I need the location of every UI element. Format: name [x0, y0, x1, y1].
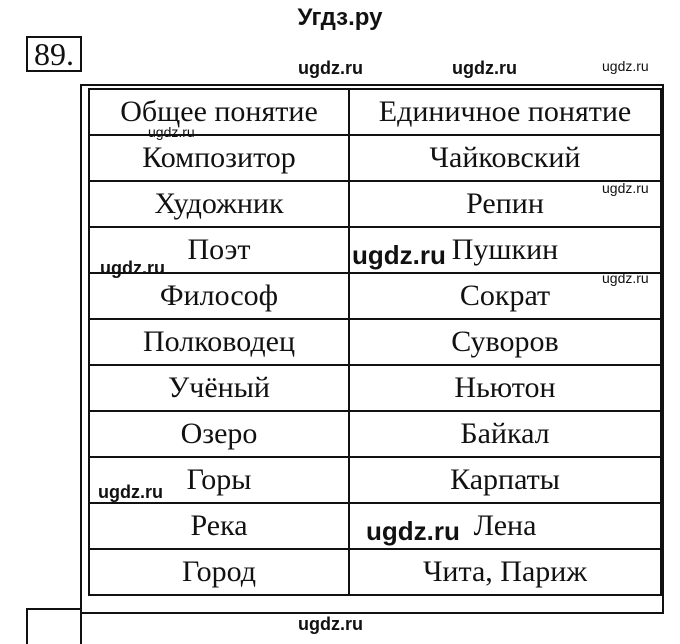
table-row [89, 457, 661, 503]
table-row [89, 135, 661, 181]
single-concept-cell: Чита, Париж [349, 549, 661, 595]
general-concept-cell: Озеро [89, 411, 349, 457]
general-concept-cell: Река [89, 503, 349, 549]
watermark: ugdz.ru [352, 240, 446, 270]
general-concept-cell: Город [89, 549, 349, 595]
single-concept-cell: Чайковский [349, 135, 661, 181]
single-concept-cell: Репин [349, 181, 661, 227]
general-concept-cell: Философ [89, 273, 349, 319]
watermark: ugdz.ru [602, 270, 649, 286]
watermark: ugdz.ru [148, 124, 195, 140]
watermark: ugdz.ru [298, 58, 363, 78]
general-concept-cell: Поэт [89, 227, 349, 273]
header-general-concept: Общее понятие [89, 89, 349, 135]
watermark: ugdz.ru [366, 516, 460, 546]
next-task-box [26, 608, 82, 644]
table-row [89, 181, 661, 227]
general-concept-cell: Полководец [89, 319, 349, 365]
watermark: ugdz.ru [452, 58, 517, 78]
watermark: ugdz.ru [98, 482, 163, 502]
watermark: ugdz.ru [602, 58, 649, 74]
task-number: 89. [26, 36, 82, 72]
general-concept-cell: Художник [89, 181, 349, 227]
table-row [89, 411, 661, 457]
single-concept-cell: Суворов [349, 319, 661, 365]
watermark: ugdz.ru [298, 614, 363, 634]
general-concept-cell: Учёный [89, 365, 349, 411]
header-single-concept: Единичное понятие [349, 89, 661, 135]
single-concept-cell: Карпаты [349, 457, 661, 503]
table-row [89, 273, 661, 319]
table-row [89, 365, 661, 411]
single-concept-cell: Лена [349, 503, 661, 549]
table-row [89, 319, 661, 365]
single-concept-cell: Пушкин [349, 227, 661, 273]
single-concept-cell: Байкал [349, 411, 661, 457]
watermark: ugdz.ru [602, 180, 649, 196]
single-concept-cell: Ньютон [349, 365, 661, 411]
general-concept-cell: Композитор [89, 135, 349, 181]
table-row [89, 549, 661, 595]
general-concept-cell: Горы [89, 457, 349, 503]
watermark: ugdz.ru [100, 258, 165, 278]
single-concept-cell: Сократ [349, 273, 661, 319]
site-title: Угдз.ру [297, 4, 383, 31]
